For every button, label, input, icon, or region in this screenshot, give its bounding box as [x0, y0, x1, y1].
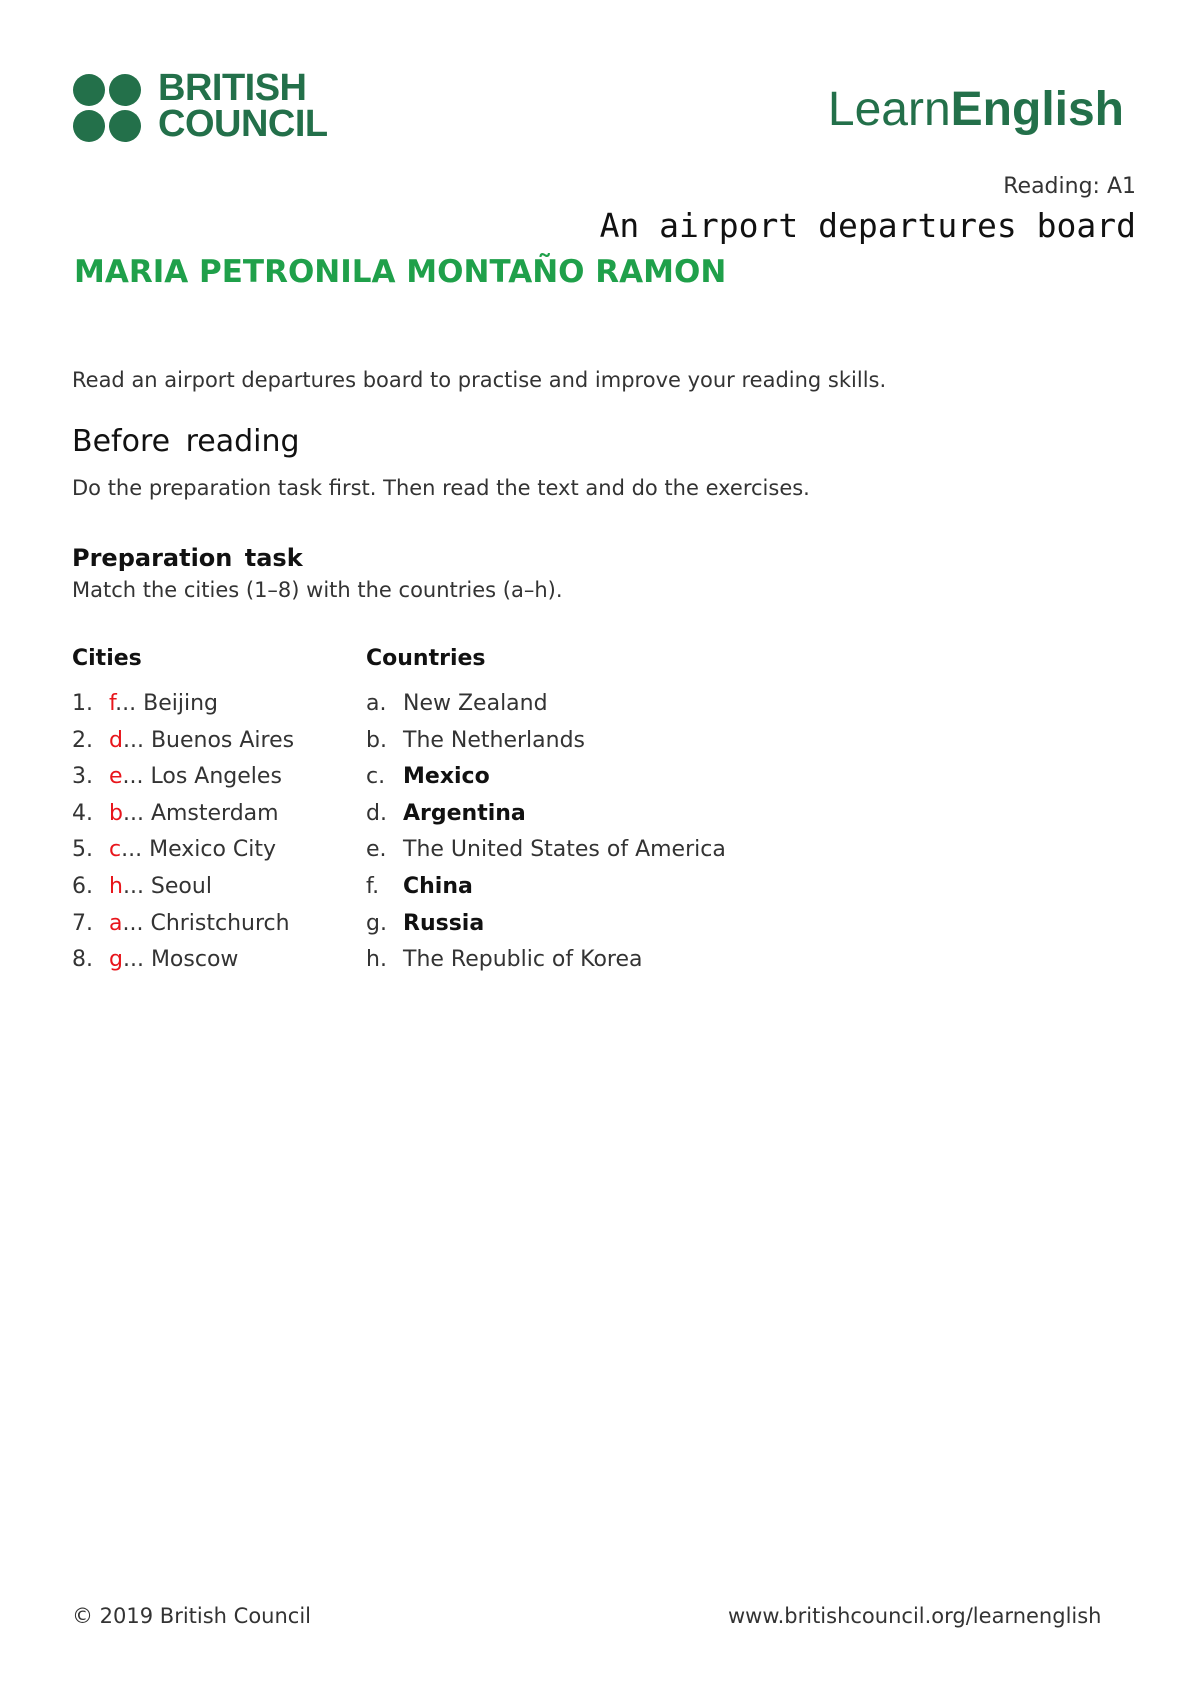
- student-name: MARIA PETRONILA MONTAÑO RAMON: [74, 254, 727, 290]
- british-council-logo: [72, 67, 332, 148]
- country-item: [366, 759, 726, 796]
- country-name: New Zealand: [403, 691, 548, 716]
- learnenglish-logo: [828, 80, 1124, 140]
- city-name: Moscow: [143, 947, 239, 973]
- city-number: 2.: [72, 727, 93, 753]
- city-dots: ...: [122, 910, 144, 936]
- city-item: [72, 832, 294, 869]
- country-item: [366, 723, 726, 760]
- city-item: [72, 796, 294, 833]
- city-answer[interactable]: a: [109, 910, 123, 936]
- city-dots: ...: [122, 873, 144, 899]
- footer-copyright: © 2019 British Council: [72, 1604, 312, 1628]
- country-name: The Republic of Korea: [403, 947, 643, 973]
- city-name: Mexico City: [142, 837, 277, 863]
- city-number: 4.: [72, 800, 93, 826]
- country-item: [366, 869, 726, 906]
- city-answer[interactable]: b: [109, 800, 123, 826]
- city-answer[interactable]: c: [109, 837, 122, 863]
- city-item: [72, 906, 294, 943]
- city-item: [72, 686, 294, 723]
- city-item: [72, 869, 294, 906]
- city-name: Los Angeles: [143, 764, 282, 790]
- countries-list: [366, 686, 726, 979]
- city-answer[interactable]: h: [109, 873, 123, 899]
- reading-level: Reading: A1: [1003, 174, 1136, 199]
- country-letter: f.: [366, 873, 380, 899]
- city-number: 1.: [72, 691, 93, 716]
- city-answer[interactable]: d: [109, 727, 123, 753]
- city-dots: ...: [122, 800, 144, 826]
- learnenglish-logo-english: English: [950, 83, 1124, 136]
- city-item: [72, 723, 294, 760]
- country-name: Argentina: [403, 800, 526, 826]
- british-council-wordmark: [158, 67, 328, 145]
- city-name: Buenos Aires: [143, 727, 295, 753]
- country-letter: d.: [366, 800, 387, 826]
- country-letter: a.: [366, 691, 387, 716]
- city-name: Beijing: [136, 691, 219, 716]
- page-title: An airport departures board: [599, 206, 1136, 245]
- city-number: 5.: [72, 837, 93, 863]
- country-name: Russia: [403, 910, 485, 936]
- city-answer[interactable]: g: [109, 947, 123, 973]
- british-council-dots-icon: [72, 72, 144, 144]
- learnenglish-logo-learn: Learn: [827, 83, 951, 136]
- country-letter: c.: [366, 764, 386, 790]
- country-name: Mexico: [403, 764, 490, 790]
- city-item: [72, 759, 294, 796]
- city-dots: ...: [122, 764, 144, 790]
- city-dots: ...: [122, 947, 144, 973]
- before-reading-instructions: Do the preparation task first. Then read the text and do the exercises.: [72, 476, 810, 500]
- country-name: The United States of America: [403, 837, 726, 863]
- intro-text: Read an airport departures board to practise and improve your reading skills.: [72, 368, 887, 392]
- cities-list: [72, 686, 294, 979]
- country-item: [366, 796, 726, 833]
- countries-heading: Countries: [366, 646, 486, 671]
- country-name: China: [403, 873, 473, 899]
- city-dots: ...: [122, 727, 144, 753]
- before-reading-heading: Before reading: [72, 424, 300, 459]
- city-number: 8.: [72, 947, 93, 973]
- city-item: [72, 942, 294, 979]
- city-number: 6.: [72, 873, 93, 899]
- country-item: [366, 832, 726, 869]
- cities-heading: Cities: [72, 646, 142, 671]
- city-name: Seoul: [143, 873, 212, 899]
- city-number: 7.: [72, 910, 93, 936]
- country-name: The Netherlands: [403, 727, 586, 753]
- preparation-task-instructions: Match the cities (1–8) with the countries (a–h).: [72, 578, 563, 602]
- country-item: [366, 906, 726, 943]
- city-dots: ...: [121, 837, 143, 863]
- country-letter: h.: [366, 947, 387, 973]
- brand-line-2: COUNCIL: [158, 103, 328, 145]
- country-letter: b.: [366, 727, 387, 753]
- footer-url-link[interactable]: www.britishcouncil.org/learnenglish: [728, 1604, 1102, 1628]
- city-number: 3.: [72, 764, 93, 790]
- city-name: Amsterdam: [143, 800, 279, 826]
- country-letter: g.: [366, 910, 387, 936]
- city-name: Christchurch: [143, 910, 290, 936]
- city-answer[interactable]: f: [109, 691, 116, 716]
- country-letter: e.: [366, 837, 387, 863]
- country-item: [366, 942, 726, 979]
- city-answer[interactable]: e: [109, 764, 123, 790]
- brand-line-1: BRITISH: [158, 67, 307, 109]
- city-dots: ...: [115, 691, 137, 716]
- country-item: [366, 686, 726, 723]
- preparation-task-heading: Preparation task: [72, 544, 303, 572]
